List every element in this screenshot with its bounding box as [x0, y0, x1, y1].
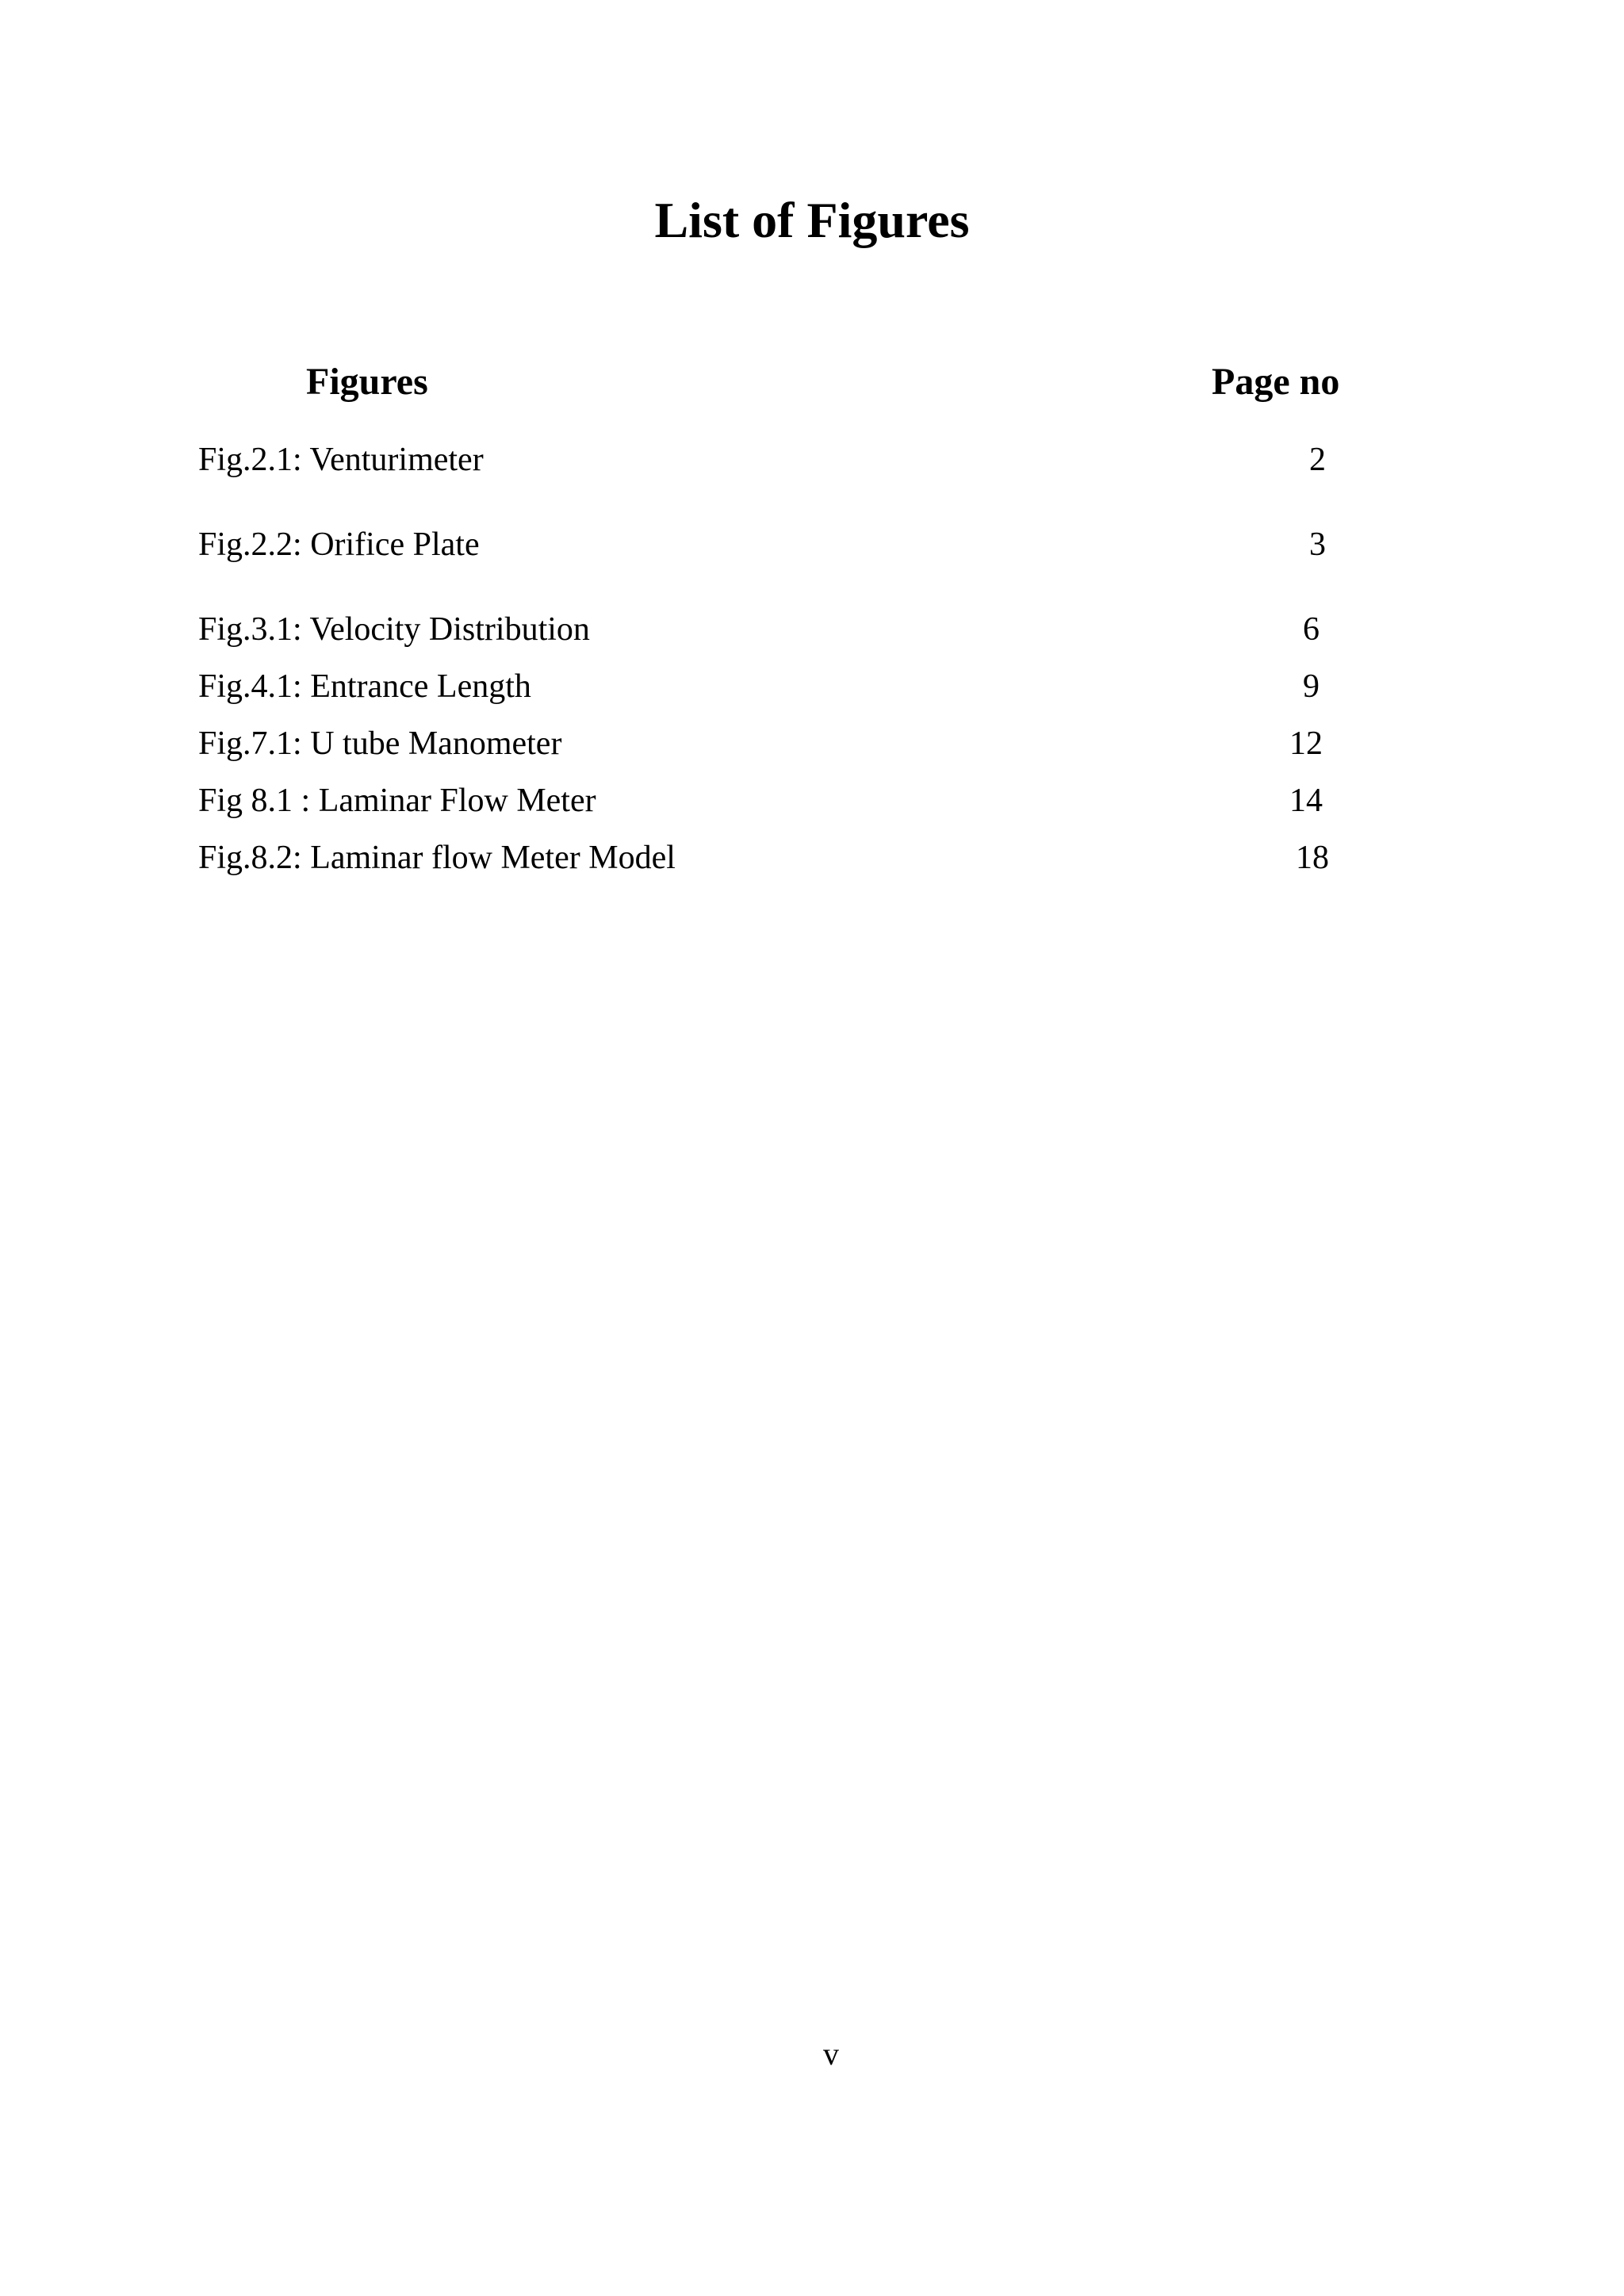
figure-label: Fig.3.1: Velocity Distribution — [198, 611, 590, 648]
figure-entry — [198, 664, 1340, 709]
figure-entry — [198, 779, 1340, 823]
figure-page-number: 6 — [1303, 611, 1320, 648]
figure-label: Fig.4.1: Entrance Length — [198, 668, 531, 705]
figure-entry — [198, 721, 1340, 766]
figure-label: Fig.8.2: Laminar flow Meter Model — [198, 840, 676, 876]
figure-page-number: 2 — [1309, 442, 1326, 478]
page-title: List of Figures — [654, 192, 970, 248]
figure-label: Fig.7.1: U tube Manometer — [198, 725, 562, 762]
figure-page-number: 18 — [1296, 840, 1329, 876]
figures-column-header: Figures — [306, 361, 428, 403]
figure-entry — [198, 522, 1340, 567]
figure-page-number: 3 — [1309, 526, 1326, 563]
figure-label: Fig.2.2: Orifice Plate — [198, 526, 480, 563]
page-no-column-header: Page no — [1212, 361, 1340, 403]
figure-page-number: 14 — [1289, 783, 1323, 819]
figure-page-number: 9 — [1303, 668, 1320, 705]
page-folio: v — [823, 2036, 839, 2072]
figure-entry — [198, 607, 1340, 652]
figure-entry — [198, 836, 1340, 880]
figure-label: Fig 8.1 : Laminar Flow Meter — [198, 783, 596, 819]
figure-page-number: 12 — [1289, 725, 1323, 762]
figure-entry — [198, 438, 1340, 482]
figure-label: Fig.2.1: Venturimeter — [198, 442, 484, 478]
